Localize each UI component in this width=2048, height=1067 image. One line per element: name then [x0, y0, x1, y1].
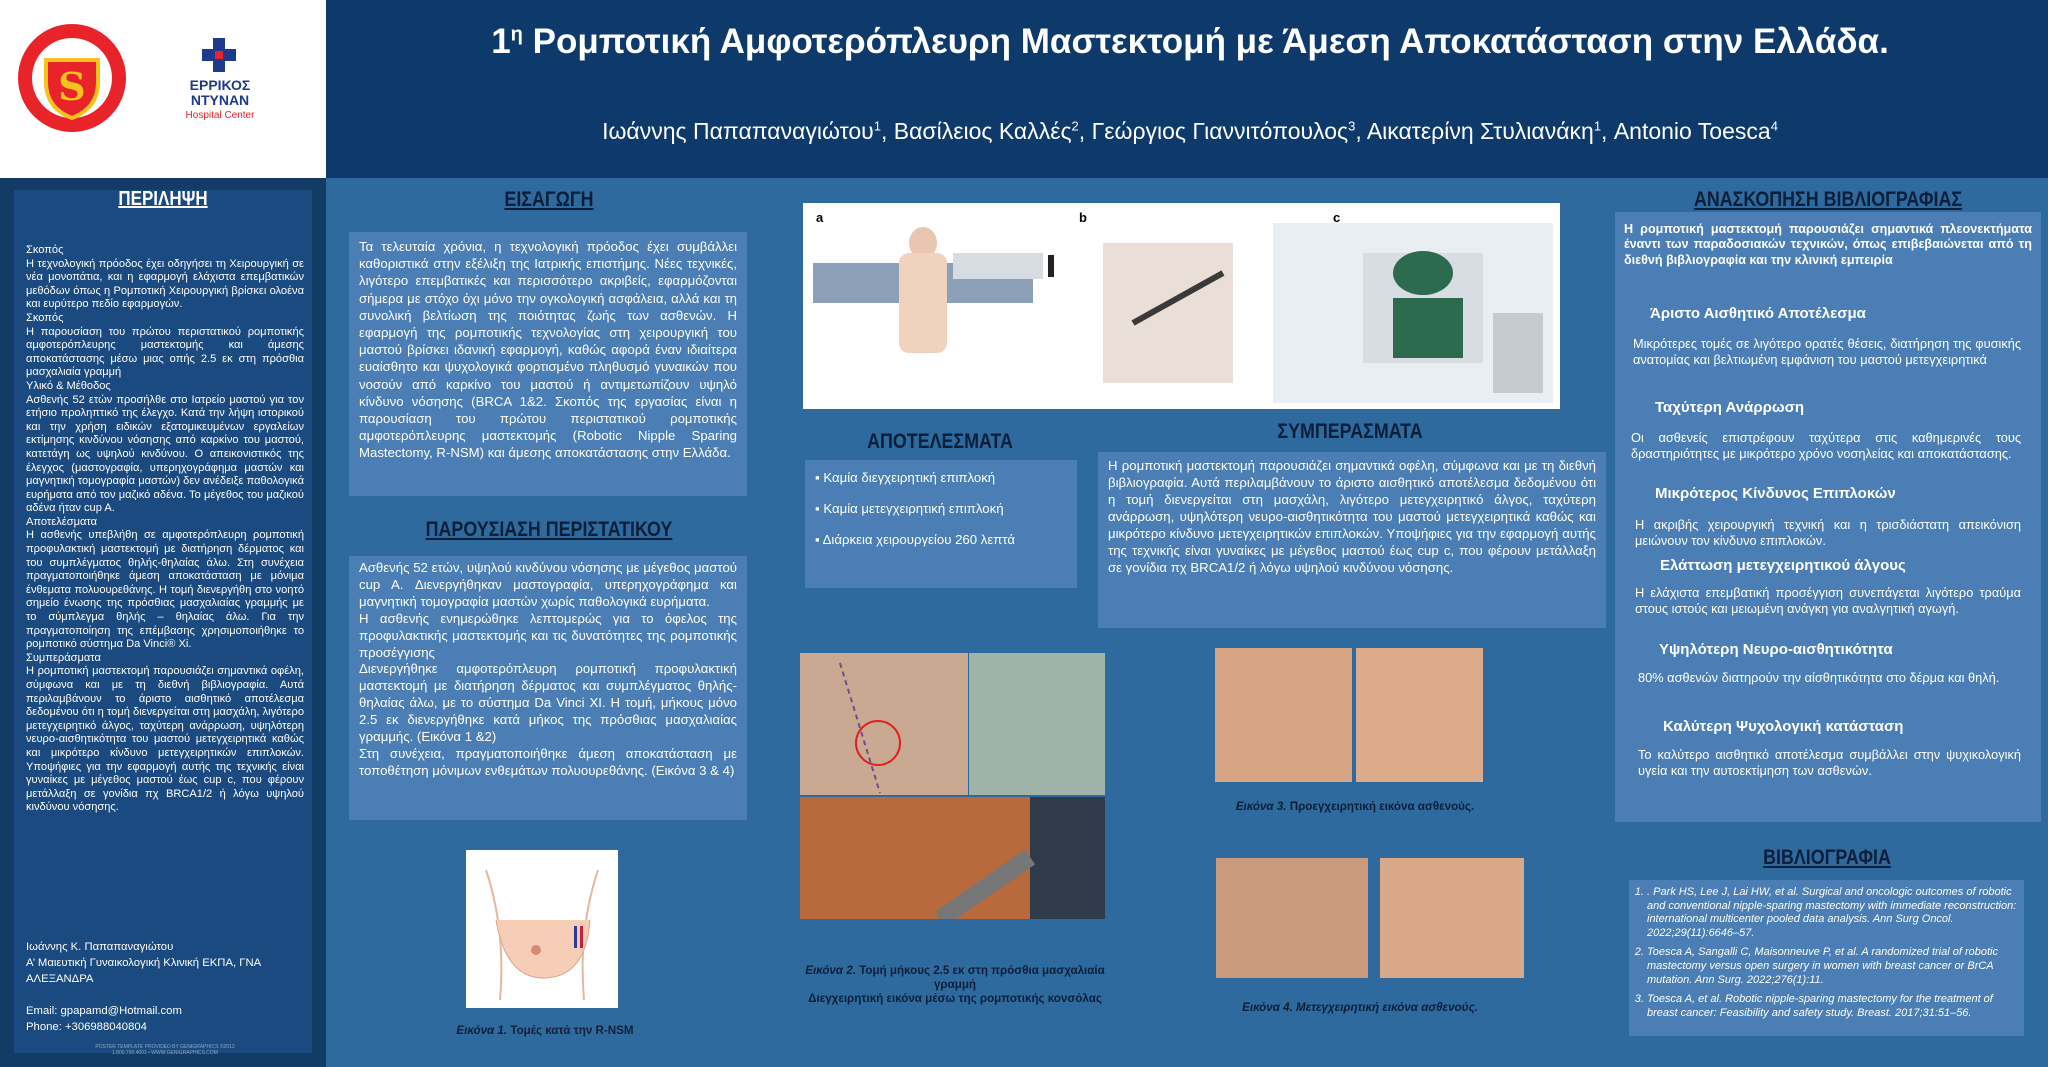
review-section-text: Οι ασθενείς επιστρέφουν ταχύτερα στις καθημερινές τους δραστηριότητες με μικρότερο χρόνο νοσηλείας και αποκατάστασης.	[1631, 430, 2021, 461]
robot-setup-figure	[803, 203, 1560, 409]
references-heading: ΒΙΒΛΙΟΓΡΑΦΙΑ	[1763, 846, 1891, 869]
figure3-preop-photo-left	[1215, 648, 1352, 782]
author-aff: 2	[1071, 118, 1079, 134]
review-section-text: Το καλύτερο αισθητικό αποτέλεσμα συμβάλλει στην ψυχικολογική υγεία και την αυτοεκτίμηση των ασθενών.	[1638, 747, 2021, 778]
figure2-incision-photo	[800, 653, 968, 795]
references-box	[1629, 880, 2024, 1036]
review-section-text: 80% ασθενών διατηρούν την αίσθητικότητα στο δέρμα και θηλή.	[1638, 670, 2000, 685]
author-aff: 1	[873, 118, 881, 134]
intro-heading: ΕΙΣΑΓΩΓΗ	[504, 188, 594, 211]
review-section-title: Ταχύτερη Ανάρρωση	[1655, 399, 1804, 416]
title-rest: Ρομποτική Αμφοτερόπλευρη Μαστεκτομή με Άμεση Αποκατάσταση στην Ελλάδα.	[522, 22, 1889, 61]
figure2-text: Τομή μήκους 2.5 εκ στη πρόσθια μασχαλιαία γραμμή	[859, 964, 1105, 991]
figure4-caption	[1210, 1001, 1510, 1014]
results-box	[805, 460, 1077, 588]
review-section-title: Άριστο Αισθητικό Αποτέλεσμα	[1650, 305, 1866, 322]
review-section-title: Καλύτερη Ψυχολογική κατάσταση	[1663, 718, 1904, 735]
figure4-label: Εικόνα 4.	[1242, 1001, 1293, 1014]
logo-line1: ΕΡΡΙΚΟΣ	[189, 77, 251, 93]
figure2-operating-room-photo	[969, 653, 1105, 795]
hospital-alexandra-seal	[16, 22, 128, 134]
svg-text:S: S	[58, 64, 86, 109]
authors-line: Ιωάννης Παπαπαναγιώτου$^1$, Βασίλειος Καλλές$^2$, Γεώργιος Γιαννιτόπουλος$^3$, Αικατερίνη Στυλιανάκη$^1$, Antonio Toesca$^4$	[602, 118, 1778, 144]
figure-panel-label-b: b	[1079, 210, 1087, 225]
contact-info: Ιωάννης Κ. Παπαπαναγιώτου Α’ Μαιευτική Γυναικολογική Κλινική ΕΚΠΑ, ΓΝΑ ΑΛΕΞΑΝΔΡΑ Email: gpapamd@Hotmail.com Phone: +306988040804	[26, 941, 261, 1033]
author-aff: 3	[1348, 118, 1356, 134]
author-name: Γεώργιος Γιαννιτόπουλος	[1091, 118, 1349, 144]
logo-line2: ΝΤΥΝΑΝ	[190, 92, 250, 108]
figure3-text: Προεγχειρητική εικόνα ασθενούς.	[1289, 800, 1475, 813]
figure1-label: Εικόνα 1.	[456, 1024, 508, 1037]
figure-panel-label-c: c	[1333, 210, 1341, 225]
logo-line3: Hospital Center	[185, 110, 255, 121]
results-item: ▪ Καμία μετεγχειρητική επιπλοκή	[815, 501, 1004, 516]
author-aff: 4	[1770, 118, 1778, 134]
case-text: Ασθενής 52 ετών, υψηλού κινδύνου νόσησης με μέγεθος μαστού cup A. Διενεργήθηκαν μαστογραφία, υπερηχογράφημα και μαγνητική τομογραφία μαστών χωρίς παθολογικά ευρήματα. Η ασθενής ενημερώθηκε λεπτομερώς για το όφελος της προφυλακτικής μαστεκτομής και τις δυνατότητες της ρομποτικής προσέγγισης Διενεργήθηκε αμφοτερόπλευρη ρομποτική προφυλακτική μαστεκτομή με διατήρηση δέρματος και συμπλέγματος θηλής-θηλαίας άλω, με το σύστημα Da Vinci XI. Η τομή, μήκους μόνο 2.5 εκ διενεργήθηκε κατά μήκος της πρόσθιας μασχαλιαίας γραμμής. (Εικόνα 1 &2) Στη συνέχεια, πραγματοποιήθηκε άμεση αποκατάσταση με τοποθέτηση μόνιμων ενθεμάτων πολυουρεθάνης. (Εικόνα 3 & 4)	[359, 560, 737, 778]
template-footer: POSTER TEMPLATE PROVIDED BY GENIGRAPHICS ©2012 1.800.790.4001 • WWW.GENIGRAPHICS.COM	[95, 1044, 235, 1056]
reference-item: 3. Toesca A, et al. Robotic nipple-sparing mastectomy for the treatment of breast cancer: Feasibility and safety study. Breast. 2017;31:51–56.	[1647, 993, 2024, 1020]
results-item: ▪ Καμία διεγχειρητική επιπλοκή	[815, 470, 996, 485]
henry-dunant-logo-text	[168, 78, 272, 123]
author-name: Ιωάννης Παπαπαναγιώτου	[602, 118, 874, 144]
conclusions-box	[1098, 452, 1606, 628]
figure2-console-view-photo	[800, 797, 1105, 919]
reference-item: 2. Toesca A, Sangalli C, Maisonneuve P, et al. A randomized trial of robotic mastectomy versus open surgery in women with breast cancer or BrCA mutation. Ann Surg. 2022;276(1):11.	[1647, 946, 2024, 987]
author-name: Αικατερίνη Στυλιανάκη	[1366, 118, 1594, 144]
review-intro: Η ρομποτική μαστεκτομή παρουσιάζει σημαντικά πλεονεκτήματα έναντι των παραδοσιακών τεχνικών, όπως επιβεβαιώνεται από τη διεθνή βιβλιογραφία και την κλινική εμπειρία	[1624, 222, 2032, 267]
figure4-postop-photo-left	[1216, 858, 1368, 978]
figure3-caption	[1205, 800, 1505, 813]
results-item-text: Διάρκεια χειρουργείου 260 λεπτά	[822, 532, 1015, 547]
figure1-text: Τομές κατά την R-NSM	[510, 1024, 634, 1037]
case-box	[349, 556, 747, 820]
title-prefix: 1	[491, 22, 511, 61]
summary-heading: ΠΕΡΙΛΗΨΗ	[118, 188, 208, 210]
intro-box	[349, 232, 747, 496]
summary-text: Σκοπός Η τεχνολογική πρόοδος έχει οδηγήσει τη Χειρουργική σε νέα μονοπάτια, και η εφαρμογή ελάχιστα επεμβατικών μεθόδων όπως η Ρομποτική Χειρουργική βρίσκει ολοένα και ευρύτερο πεδίο εφαρμογών. Σκοπός Η παρουσίαση του πρώτου περιστατικού ρομποτικής αμφοτερόπλευρης μαστεκτομής και άμεσης αποκατάστασης μέσω μιας οπής 2.5 εκ στη πρόσθια μασχαλιαία γραμμή Υλικό & Μέθοδος Ασθενής 52 ετών προσήλθε στο Ιατρείο μαστού για τον ετήσιο προληπτικό της έλεγχο. Κατά την λήψη ιστορικού και την χρήση ειδικών εξατομικευμένων εργαλείων εκτίμησης κινδύνου νόσησης από καρκίνο του μαστού, κατετάγη ως υψηλού κινδύνου. Ο απεικονιστικός της έλεγχος (μαστογραφία, υπερηχογράφημα μαστών και μαγνητική τομογραφία μαστών) δεν ανέδειξε παθολογικά ευρήματα από τον μαζικό αδένα. Το μέγεθος του μαζικού αδένα ήταν cup A. Αποτελέσματα Η ασθενής υπεβλήθη σε αμφοτερόπλευρη ρομποτική προφυλακτική μαστεκτομή με διατήρηση δέρματος και του συμπλέγματος θηλής-θηλαίας άλω. Στη συνέχεια πραγματοποιήθηκε άμεση αποκατάσταση με μόνιμα ένθεματα πολυουρεθάνης. Η τομή διενεργήθη στο νοητό σημείο ένωσης της πρόσθιας μασχαλιαίας γραμμής με το σύμπλεγμα θηλής – θηλαίας άλω. Για την πραγματοποίηση της επέμβασης χρησιμοποιήθηκε το ρομποτικό σύστημα Da Vinci® Xi. Συμπεράσματα Η ρομποτική μαστεκτομή παρουσιάζει σημαντικά οφέλη, σύμφωνα και με τη διεθνή βιβλιογραφία. Αυτά περιλαμβάνουν το άριστο αισθητικό αποτέλεσμα δεδομένου ότι η τομή διενεργείται στη μασχάλη, λιγότερο μετεγχειρητικό άλγος, ταχύτερη ανάρρωση, υψηλότερη νευρο-αισθητικότητα του μαστού μετεγχειρητικά καθώς και μικρότερο κίνδυνο μετεγχειρητικών επιπλοκών. Υποψήφιες για την εφαρμογή αυτής της τεχνικής είναι γυναίκες με μέγεθος μαστού έως cup c, που φέρουν μετάλλαξη σε γονίδια πχ BRCA1/2 ή λόγω υψηλού κινδύνου νόσησης.	[26, 244, 304, 814]
title-sup: η	[510, 23, 523, 46]
poster-title	[340, 22, 2040, 62]
conclusions-text: Η ρομποτική μαστεκτομή παρουσιάζει σημαντικά οφέλη, σύμφωνα και με τη διεθνή βιβλιογραφία. Αυτά περιλαμβάνουν το άριστο αισθητικό αποτέλεσμα δεδομένου ότι η τομή διενεργείται στη μασχάλη, λιγότερο μετεγχειρητικό άλγος, ταχύτερη ανάρρωση, υψηλότερη νευρο-αισθητικότητα του μαστού μετεγχειρητικά καθώς και μικρότερο κίνδυνο μετεγχειρητικών επιπλοκών. Υποψήφιες για την εφαρμογή αυτής της τεχνικής είναι γυναίκες με μέγεθος μαστού έως cup c, που φέρουν μετάλλαξη σε γονίδια πχ BRCA1/2 ή λόγω υψηλού κινδύνου νόσησης.	[1108, 458, 1596, 575]
logo-area	[0, 0, 326, 178]
author-name: Βασίλειος Καλλές	[893, 118, 1072, 144]
review-heading: ΑΝΑΣΚΟΠΗΣΗ ΒΙΒΛΙΟΓΡΑΦΙΑΣ	[1693, 188, 1963, 211]
figure2-label: Εικόνα 2.	[805, 964, 856, 977]
review-section-text: Η ακριβής χειρουργική τεχνική και η τρισδιάστατη απεικόνιση μειώνουν τον κίνδυνο επιπλοκών.	[1635, 517, 2021, 548]
review-section-title: Μικρότερος Κίνδυνος Επιπλοκών	[1655, 485, 1896, 502]
intro-text: Τα τελευταία χρόνια, η τεχνολογική πρόοδος έχει συμβάλλει καθοριστικά στην εξέλιξη της Ιατρικής επιστήμης. Νέες τεχνικές, λιγότερο επεμβατικές και περισσότερο ακριβείς, εφαρμόζονται σήμερα με στόχο όχι μόνο την ογκολογική ασφάλεια, αλλά και τη συνολική βελτίωση της ποιότητας ζωής των ασθενών. Η εφαρμογή της ρομποτικής τεχνολογίας στη χειρουργική του μαστού βρίσκει ιδανική εφαρμογή, καθώς αφορά έναν ιδιαίτερα ευαίσθητο και ψυχολογικά φορτισμένο πληθυσμό γυναικών που νοσούν από καρκίνο του μαστού ή αντιμετωπίζουν υψηλό κίνδυνο νόσησης (BRCA 1&2. Σκοπός της εργασίας είναι η παρουσίαση του πρώτου περιστατικού ρομποτικής αμφοτερόπλευρης μαστεκτομής (Robotic Nipple Sparing Mastectomy, R-NSM) και άμεσης αποκατάστασης στην Ελλάδα.	[359, 239, 737, 461]
review-section-title: Ελάττωση μετεγχειρητικού άλγους	[1660, 557, 1906, 574]
author-name: Antonio Toesca	[1613, 118, 1771, 144]
reference-item: 1. . Park HS, Lee J, Lai HW, et al. Surgical and oncologic outcomes of robotic and conventional nipple-sparing mastectomy with immediate reconstruction: international multicenter pooled data analysis. Ann Surg Oncol. 2022;29(11):6646–57.	[1647, 886, 2024, 940]
conclusions-heading: ΣΥΜΠΕΡΑΣΜΑΤΑ	[1277, 420, 1423, 443]
figure1-image	[466, 850, 618, 1008]
author-aff: 1	[1593, 118, 1602, 134]
figure-panel-label-a: a	[816, 210, 824, 225]
results-item: ▪ Διάρκεια χειρουργείου 260 λεπτά	[815, 532, 1015, 547]
figure3-label: Εικόνα 3.	[1235, 800, 1287, 813]
case-heading: ΠΑΡΟΥΣΙΑΣΗ ΠΕΡΙΣΤΑΤΙΚΟΥ	[425, 518, 673, 541]
figure3-preop-photo-right	[1356, 648, 1483, 782]
figure2-text2: Διεγχειρητική εικόνα μέσω της ρομποτικής κονσόλας	[808, 992, 1102, 1005]
results-item-text: Καμία μετεγχειρητική επιπλοκή	[823, 501, 1004, 516]
red-cross-icon	[202, 38, 236, 72]
results-heading: ΑΠΟΤΕΛΕΣΜΑΤΑ	[867, 430, 1013, 453]
figure2-caption	[790, 964, 1120, 1006]
figure1-caption	[440, 1024, 650, 1037]
figure4-postop-photo-right	[1380, 858, 1524, 978]
results-item-text: Καμία διεγχειρητική επιπλοκή	[823, 470, 996, 485]
review-section-text: Μικρότερες τομές σε λιγότερο ορατές θέσεις, διατήρηση της φυσικής ανατομίας και βελτιωμένη εμφάνιση του μαστού μετεγχειρητικά	[1633, 336, 2021, 367]
review-section-text: Η ελάχιστα επεμβατική προσέγγιση συνεπάγεται λιγότερο τραύμα στους ιστούς και μειωμένη ανάγκη για αναλγητική αγωγή.	[1635, 585, 2021, 616]
review-section-title: Υψηλότερη Νευρο-αισθητικότητα	[1659, 641, 1893, 658]
references-list	[1629, 880, 2024, 1020]
figure4-text: Μετεγχειρητική εικόνα ασθενούς.	[1296, 1001, 1478, 1014]
